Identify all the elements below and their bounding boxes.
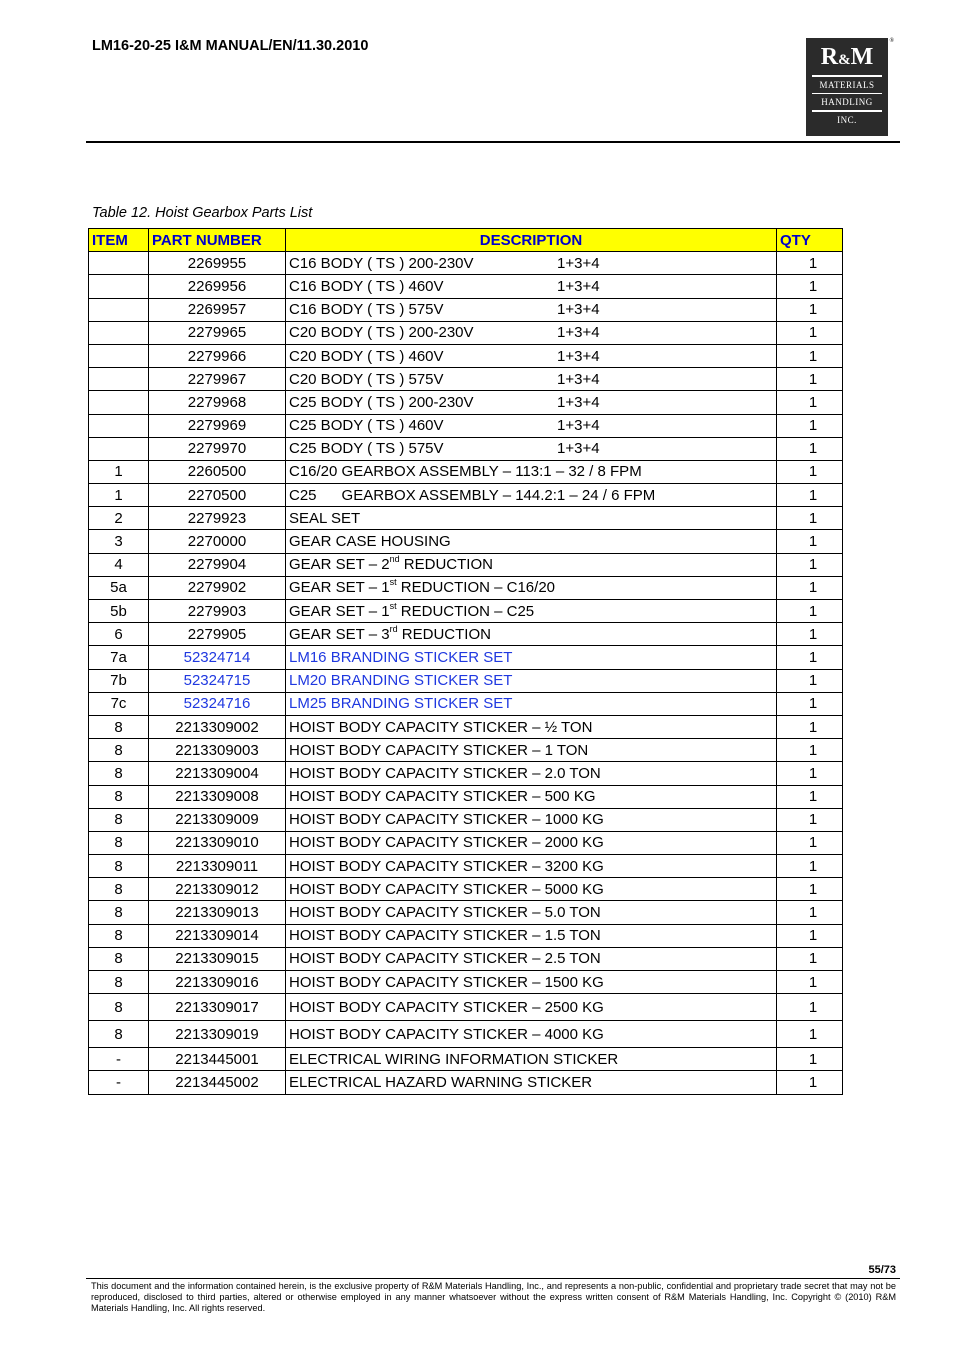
cell-part-number: 2269956 xyxy=(149,275,286,298)
cell-description: GEAR CASE HOUSING xyxy=(286,530,777,553)
cell-description: C25 BODY ( TS ) 575V 1+3+4 xyxy=(286,437,777,460)
table-row xyxy=(89,252,843,275)
table-row xyxy=(89,530,843,553)
cell-description: C16 BODY ( TS ) 575V 1+3+4 xyxy=(286,298,777,321)
footer-divider xyxy=(86,1278,900,1279)
cell-item: 2 xyxy=(89,507,149,530)
cell-qty: 1 xyxy=(777,762,843,785)
table-row xyxy=(89,1021,843,1048)
cell-qty: 1 xyxy=(777,669,843,692)
cell-description: C25 BODY ( TS ) 200-230V 1+3+4 xyxy=(286,391,777,414)
cell-part-number: 2269955 xyxy=(149,252,286,275)
cell-qty: 1 xyxy=(777,808,843,831)
cell-description: HOIST BODY CAPACITY STICKER – 4000 KG xyxy=(286,1021,777,1048)
cell-item: - xyxy=(89,1071,149,1094)
cell-part-number: 2213309002 xyxy=(149,715,286,738)
table-row xyxy=(89,924,843,947)
cell-qty: 1 xyxy=(777,530,843,553)
cell-qty: 1 xyxy=(777,576,843,599)
table-row xyxy=(89,275,843,298)
cell-part-number: 2213309016 xyxy=(149,971,286,994)
cell-description: HOIST BODY CAPACITY STICKER – 5.0 TON xyxy=(286,901,777,924)
cell-item: 8 xyxy=(89,855,149,878)
cell-ref-items: 1+3+4 xyxy=(557,254,600,272)
cell-item xyxy=(89,321,149,344)
rm-logo xyxy=(806,38,894,136)
cell-ref-items: 1+3+4 xyxy=(557,347,600,365)
cell-item xyxy=(89,391,149,414)
cell-description: LM16 BRANDING STICKER SET xyxy=(286,646,777,669)
cell-qty: 1 xyxy=(777,994,843,1021)
cell-part-number: 2270500 xyxy=(149,484,286,507)
cell-description: HOIST BODY CAPACITY STICKER – ½ TON xyxy=(286,715,777,738)
header-qty: QTY xyxy=(777,229,843,252)
cell-item: 8 xyxy=(89,878,149,901)
table-row xyxy=(89,507,843,530)
cell-item xyxy=(89,368,149,391)
cell-description: HOIST BODY CAPACITY STICKER – 5000 KG xyxy=(286,878,777,901)
cell-item: 8 xyxy=(89,994,149,1021)
cell-ref-items: 1+3+4 xyxy=(557,393,600,411)
cell-qty: 1 xyxy=(777,414,843,437)
table-row xyxy=(89,901,843,924)
cell-part-number: 2213309011 xyxy=(149,855,286,878)
cell-ref-items: 1+3+4 xyxy=(557,440,600,458)
cell-description: C16 BODY ( TS ) 200-230V 1+3+4 xyxy=(286,252,777,275)
cell-qty: 1 xyxy=(777,646,843,669)
cell-qty: 1 xyxy=(777,715,843,738)
cell-qty: 1 xyxy=(777,947,843,970)
cell-description: HOIST BODY CAPACITY STICKER – 2.5 TON xyxy=(286,947,777,970)
table-row xyxy=(89,484,843,507)
header-description: DESCRIPTION xyxy=(286,229,777,252)
cell-qty: 1 xyxy=(777,553,843,576)
cell-qty: 1 xyxy=(777,252,843,275)
table-row xyxy=(89,460,843,483)
cell-qty: 1 xyxy=(777,623,843,646)
cell-qty: 1 xyxy=(777,1021,843,1048)
cell-item: 3 xyxy=(89,530,149,553)
cell-qty: 1 xyxy=(777,855,843,878)
cell-qty: 1 xyxy=(777,1071,843,1094)
cell-item xyxy=(89,344,149,367)
cell-description: HOIST BODY CAPACITY STICKER – 1 TON xyxy=(286,739,777,762)
cell-item: 5b xyxy=(89,600,149,623)
cell-item: 4 xyxy=(89,553,149,576)
cell-description: C20 BODY ( TS ) 460V 1+3+4 xyxy=(286,344,777,367)
header-item: ITEM xyxy=(89,229,149,252)
cell-part-number: 52324716 xyxy=(149,692,286,715)
table-row xyxy=(89,344,843,367)
cell-part-number: 2213309013 xyxy=(149,901,286,924)
cell-ref-items: 1+3+4 xyxy=(557,370,600,388)
cell-qty: 1 xyxy=(777,275,843,298)
cell-part-number: 2213445002 xyxy=(149,1071,286,1094)
cell-ref-items: 1+3+4 xyxy=(557,324,600,342)
cell-item: 6 xyxy=(89,623,149,646)
cell-qty: 1 xyxy=(777,692,843,715)
cell-item: 7c xyxy=(89,692,149,715)
cell-qty: 1 xyxy=(777,484,843,507)
cell-qty: 1 xyxy=(777,298,843,321)
table-row xyxy=(89,994,843,1021)
cell-qty: 1 xyxy=(777,344,843,367)
cell-item: 1 xyxy=(89,484,149,507)
table-row xyxy=(89,414,843,437)
cell-part-number: 2213309008 xyxy=(149,785,286,808)
table-row xyxy=(89,576,843,599)
cell-qty: 1 xyxy=(777,600,843,623)
cell-item: 8 xyxy=(89,901,149,924)
table-row xyxy=(89,623,843,646)
document-id: LM16-20-25 I&M MANUAL/EN/11.30.2010 xyxy=(92,38,369,54)
cell-item: 8 xyxy=(89,785,149,808)
header-divider xyxy=(86,141,900,143)
table-row xyxy=(89,855,843,878)
table-row xyxy=(89,762,843,785)
cell-part-number: 2270000 xyxy=(149,530,286,553)
table-header-row xyxy=(89,229,843,252)
cell-part-number: 2260500 xyxy=(149,460,286,483)
page-number: 55/73 xyxy=(868,1264,896,1276)
cell-qty: 1 xyxy=(777,924,843,947)
table-row xyxy=(89,739,843,762)
cell-item: 1 xyxy=(89,460,149,483)
cell-item xyxy=(89,437,149,460)
cell-item: 7a xyxy=(89,646,149,669)
cell-part-number: 2213445001 xyxy=(149,1048,286,1071)
cell-part-number: 2279968 xyxy=(149,391,286,414)
cell-qty: 1 xyxy=(777,368,843,391)
table-row xyxy=(89,878,843,901)
table-row xyxy=(89,831,843,854)
cell-qty: 1 xyxy=(777,507,843,530)
cell-qty: 1 xyxy=(777,831,843,854)
cell-part-number: 2213309010 xyxy=(149,831,286,854)
cell-description: HOIST BODY CAPACITY STICKER – 3200 KG xyxy=(286,855,777,878)
cell-description: C25 BODY ( TS ) 460V 1+3+4 xyxy=(286,414,777,437)
cell-part-number: 2279970 xyxy=(149,437,286,460)
table-row xyxy=(89,321,843,344)
logo-line-inc: INC. xyxy=(837,114,857,125)
table-row xyxy=(89,368,843,391)
cell-item: 8 xyxy=(89,924,149,947)
cell-item: 8 xyxy=(89,808,149,831)
cell-description: HOIST BODY CAPACITY STICKER – 500 KG xyxy=(286,785,777,808)
parts-table xyxy=(88,228,843,1095)
registered-mark: ® xyxy=(889,38,894,44)
cell-qty: 1 xyxy=(777,391,843,414)
cell-description: HOIST BODY CAPACITY STICKER – 1.5 TON xyxy=(286,924,777,947)
cell-description: GEAR SET – 1st REDUCTION – C25 xyxy=(286,600,777,623)
table-row xyxy=(89,1048,843,1071)
cell-item: - xyxy=(89,1048,149,1071)
cell-part-number: 2279902 xyxy=(149,576,286,599)
cell-qty: 1 xyxy=(777,901,843,924)
cell-part-number: 2213309019 xyxy=(149,1021,286,1048)
cell-part-number: 2213309003 xyxy=(149,739,286,762)
cell-item: 8 xyxy=(89,831,149,854)
table-row xyxy=(89,298,843,321)
cell-item: 5a xyxy=(89,576,149,599)
table-row xyxy=(89,971,843,994)
table-row xyxy=(89,391,843,414)
table-row xyxy=(89,1071,843,1094)
table-row xyxy=(89,808,843,831)
cell-qty: 1 xyxy=(777,785,843,808)
cell-part-number: 2279966 xyxy=(149,344,286,367)
table-row xyxy=(89,785,843,808)
legal-notice: This document and the information contained herein, is the exclusive property of R&M Materials Handling, Inc., and represents a non-public, confidential and proprietary trade secret that may not be reproduced, disclosed to third parties, altered or otherwise employed in any manner whatsoever without the express written consent of R&M Materials Handling, Inc. Copyright © (2010) R&M Materials Handling, Inc. All rights reserved. xyxy=(91,1281,896,1313)
cell-part-number: 2279923 xyxy=(149,507,286,530)
header-part-number: PART NUMBER xyxy=(149,229,286,252)
table-row xyxy=(89,692,843,715)
logo-line-materials: MATERIALS xyxy=(819,79,875,90)
cell-item: 8 xyxy=(89,762,149,785)
cell-part-number: 2213309015 xyxy=(149,947,286,970)
cell-item xyxy=(89,414,149,437)
cell-part-number: 2279969 xyxy=(149,414,286,437)
cell-description: HOIST BODY CAPACITY STICKER – 1000 KG xyxy=(286,808,777,831)
cell-part-number: 2213309014 xyxy=(149,924,286,947)
cell-description: GEAR SET – 2nd REDUCTION xyxy=(286,553,777,576)
cell-item: 8 xyxy=(89,947,149,970)
cell-ref-items: 1+3+4 xyxy=(557,301,600,319)
cell-item: 7b xyxy=(89,669,149,692)
cell-qty: 1 xyxy=(777,878,843,901)
cell-qty: 1 xyxy=(777,460,843,483)
cell-item: 8 xyxy=(89,1021,149,1048)
logo-mark: R&M xyxy=(820,44,874,70)
cell-description: C25 GEARBOX ASSEMBLY – 144.2:1 – 24 / 6 FPM xyxy=(286,484,777,507)
cell-description: ELECTRICAL HAZARD WARNING STICKER xyxy=(286,1071,777,1094)
cell-description: LM25 BRANDING STICKER SET xyxy=(286,692,777,715)
table-row xyxy=(89,600,843,623)
cell-part-number: 2213309004 xyxy=(149,762,286,785)
cell-item xyxy=(89,298,149,321)
cell-part-number: 2213309017 xyxy=(149,994,286,1021)
cell-item xyxy=(89,275,149,298)
table-row xyxy=(89,715,843,738)
cell-ref-items: 1+3+4 xyxy=(557,417,600,435)
cell-part-number: 2269957 xyxy=(149,298,286,321)
table-row xyxy=(89,553,843,576)
cell-description: HOIST BODY CAPACITY STICKER – 2000 KG xyxy=(286,831,777,854)
table-row xyxy=(89,646,843,669)
cell-item xyxy=(89,252,149,275)
cell-part-number: 2279905 xyxy=(149,623,286,646)
logo-line-handling: HANDLING xyxy=(821,97,873,107)
cell-description: SEAL SET xyxy=(286,507,777,530)
cell-description: ELECTRICAL WIRING INFORMATION STICKER xyxy=(286,1048,777,1071)
cell-qty: 1 xyxy=(777,437,843,460)
cell-qty: 1 xyxy=(777,1048,843,1071)
cell-part-number: 2279904 xyxy=(149,553,286,576)
cell-description: LM20 BRANDING STICKER SET xyxy=(286,669,777,692)
cell-part-number: 2279903 xyxy=(149,600,286,623)
cell-part-number: 52324714 xyxy=(149,646,286,669)
table-caption: Table 12. Hoist Gearbox Parts List xyxy=(92,205,313,221)
cell-description: C16 BODY ( TS ) 460V 1+3+4 xyxy=(286,275,777,298)
cell-description: C20 BODY ( TS ) 575V 1+3+4 xyxy=(286,368,777,391)
cell-qty: 1 xyxy=(777,971,843,994)
cell-part-number: 52324715 xyxy=(149,669,286,692)
cell-description: C16/20 GEARBOX ASSEMBLY – 113:1 – 32 / 8 FPM xyxy=(286,460,777,483)
table-row xyxy=(89,669,843,692)
cell-description: GEAR SET – 1st REDUCTION – C16/20 xyxy=(286,576,777,599)
cell-item: 8 xyxy=(89,715,149,738)
cell-qty: 1 xyxy=(777,739,843,762)
table-row xyxy=(89,947,843,970)
cell-item: 8 xyxy=(89,971,149,994)
cell-ref-items: 1+3+4 xyxy=(557,277,600,295)
cell-description: GEAR SET – 3rd REDUCTION xyxy=(286,623,777,646)
table-row xyxy=(89,437,843,460)
cell-description: HOIST BODY CAPACITY STICKER – 2500 KG xyxy=(286,994,777,1021)
cell-part-number: 2213309012 xyxy=(149,878,286,901)
cell-description: C20 BODY ( TS ) 200-230V 1+3+4 xyxy=(286,321,777,344)
cell-item: 8 xyxy=(89,739,149,762)
cell-qty: 1 xyxy=(777,321,843,344)
cell-part-number: 2213309009 xyxy=(149,808,286,831)
cell-part-number: 2279965 xyxy=(149,321,286,344)
cell-part-number: 2279967 xyxy=(149,368,286,391)
cell-description: HOIST BODY CAPACITY STICKER – 1500 KG xyxy=(286,971,777,994)
cell-description: HOIST BODY CAPACITY STICKER – 2.0 TON xyxy=(286,762,777,785)
